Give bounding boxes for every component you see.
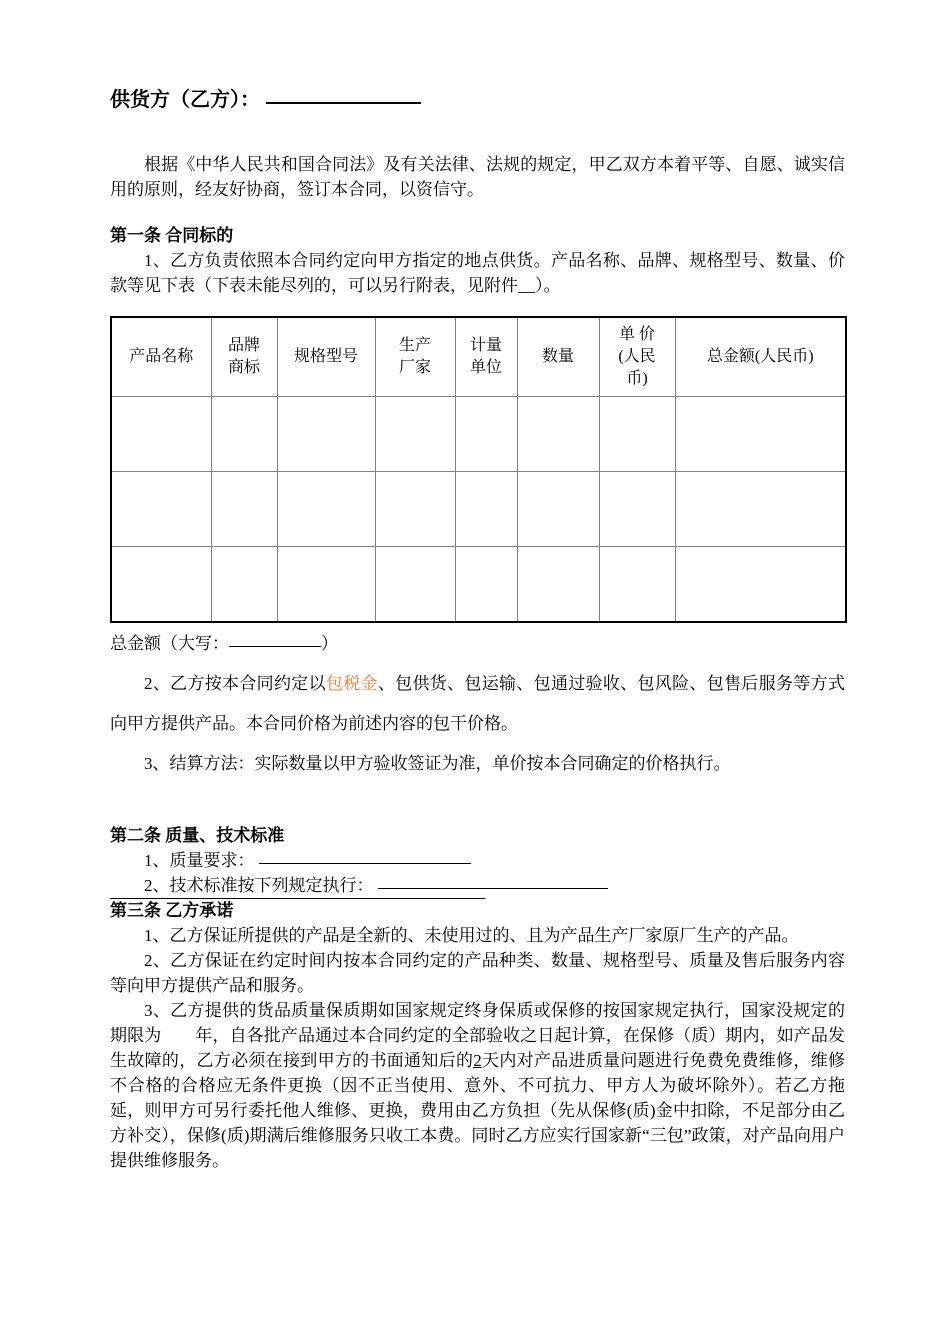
article-3-item-3-part-1: 3、乙方提供的货品质量保质期如国家规定终身保质或保修的按国家规定执行，国家没规定的期限为 (110, 1001, 845, 1045)
spacer (110, 784, 845, 824)
article-3-item-3-part-3: 天内对产品进质量问题进行免费免费维修，维修不合格的合格应无条件更换（因不正当使用、意外、不可抗力、甲方人为破坏除外）。若乙方拖延，则甲方可另行委托他人维修、更换，费用由乙方负担（先从保修(质)金中扣除，不足部分由乙方补交），保修(质)期满后维修服务只收工本费。同时乙方应实行国家新“三包”政策，对产品向用户提供维修服务。 (110, 1051, 845, 1170)
article-1-item-2-suffix: 、包供货、包运输、包通过验收、包风险、包售后服务等方式向甲方提供产品。本合同价格为前述内容的包干价格。 (110, 674, 845, 733)
article-2-item-1 (110, 848, 845, 873)
table-header-spec-model: 规格型号 (277, 317, 375, 397)
document-body (110, 0, 845, 1173)
article-1-item-2 (110, 664, 845, 744)
article-2-item-2-label: 2、技术标准按下列规定执行： (144, 876, 374, 895)
article-3-item-3 (110, 998, 845, 1173)
table-cell[interactable] (675, 547, 846, 623)
total-amount-label: 总金额（大写： (110, 634, 229, 653)
page-title (110, 86, 845, 114)
goods-table (110, 316, 847, 623)
table-cell[interactable] (111, 397, 211, 472)
table-cell[interactable] (599, 547, 675, 623)
article-1-heading: 第一条 合同标的 (110, 226, 234, 245)
article-3-item-3-part-2: 年，自各批产品通过本合同约定的全部验收之日起计算，在保修（质）期内，如产品发生故障的，乙方必须在接到甲方的书面通知后的 (110, 1026, 846, 1070)
table-header-unit-price: 单 价 (人民 币) (599, 317, 675, 397)
article-3-heading: 第三条 乙方承诺 (110, 901, 234, 920)
table-cell[interactable] (375, 547, 455, 623)
supplier-name-blank[interactable] (266, 102, 421, 104)
article-2-item-1-label: 1、质量要求： (144, 851, 255, 870)
table-row (111, 397, 846, 472)
spacer (110, 202, 845, 224)
page-title-text: 供货方（乙方）： (110, 89, 260, 111)
table-row (111, 472, 846, 547)
article-1-item-3: 3、结算方法：实际数量以甲方验收签证为准，单价按本合同确定的价格执行。 (144, 754, 731, 773)
table-cell[interactable] (111, 547, 211, 623)
repair-days-value[interactable]: 2 (473, 1051, 482, 1070)
table-cell[interactable] (455, 472, 517, 547)
table-cell[interactable] (211, 547, 277, 623)
table-cell[interactable] (517, 547, 599, 623)
table-cell[interactable] (517, 397, 599, 472)
table-cell[interactable] (375, 472, 455, 547)
total-amount-blank[interactable] (229, 646, 321, 647)
table-cell[interactable] (599, 397, 675, 472)
table-header-total-amount: 总金额(人民币) (675, 317, 846, 397)
table-cell[interactable] (211, 472, 277, 547)
table-cell[interactable] (455, 547, 517, 623)
tax-inclusive-highlight: 包税金 (325, 674, 378, 693)
table-header-product-name: 产品名称 (111, 317, 211, 397)
table-row (111, 547, 846, 623)
table-header-manufacturer: 生产 厂家 (375, 317, 455, 397)
table-cell[interactable] (111, 472, 211, 547)
table-header-row (111, 317, 846, 397)
total-amount-label-suffix: ） (321, 634, 338, 653)
article-3-item-1: 1、乙方保证所提供的产品是全新的、未使用过的、且为产品生产厂家原厂生产的产品。 (144, 926, 799, 945)
table-cell[interactable] (599, 472, 675, 547)
table-cell[interactable] (211, 397, 277, 472)
table-header-brand-trademark: 品牌 商标 (211, 317, 277, 397)
table-cell[interactable] (455, 397, 517, 472)
table-header-quantity: 数量 (517, 317, 599, 397)
quality-requirement-blank[interactable] (259, 863, 471, 864)
article-1-item-1: 1、乙方负责依照本合同约定向甲方指定的地点供货。产品名称、品牌、规格型号、数量、价款等见下表（下表未能尽列的，可以另行附表，见附件__）。 (110, 251, 845, 295)
table-cell[interactable] (277, 397, 375, 472)
article-1-item-2-prefix: 2、乙方按本合同约定以 (144, 674, 326, 693)
article-2-item-2 (110, 873, 845, 898)
table-cell[interactable] (277, 547, 375, 623)
table-cell[interactable] (675, 472, 846, 547)
technical-standard-blank[interactable] (378, 888, 608, 889)
article-2-heading: 第二条 质量、技术标准 (110, 826, 285, 845)
table-cell[interactable] (375, 397, 455, 472)
spacer (110, 656, 845, 664)
table-cell[interactable] (675, 397, 846, 472)
total-amount-line (110, 631, 845, 656)
intro-paragraph: 根据《中华人民共和国合同法》及有关法律、法规的规定，甲乙双方本着平等、自愿、诚实信用的原则，经友好协商，签订本合同，以资信守。 (110, 155, 845, 199)
table-header-unit-of-measure: 计量 单位 (455, 317, 517, 397)
table-cell[interactable] (517, 472, 599, 547)
table-cell[interactable] (277, 472, 375, 547)
article-3-item-2: 2、乙方保证在约定时间内按本合同约定的产品种类、数量、规格型号、质量及售后服务内容等向甲方提供产品和服务。 (110, 951, 845, 995)
spacer (110, 623, 845, 631)
spacer (110, 114, 845, 152)
